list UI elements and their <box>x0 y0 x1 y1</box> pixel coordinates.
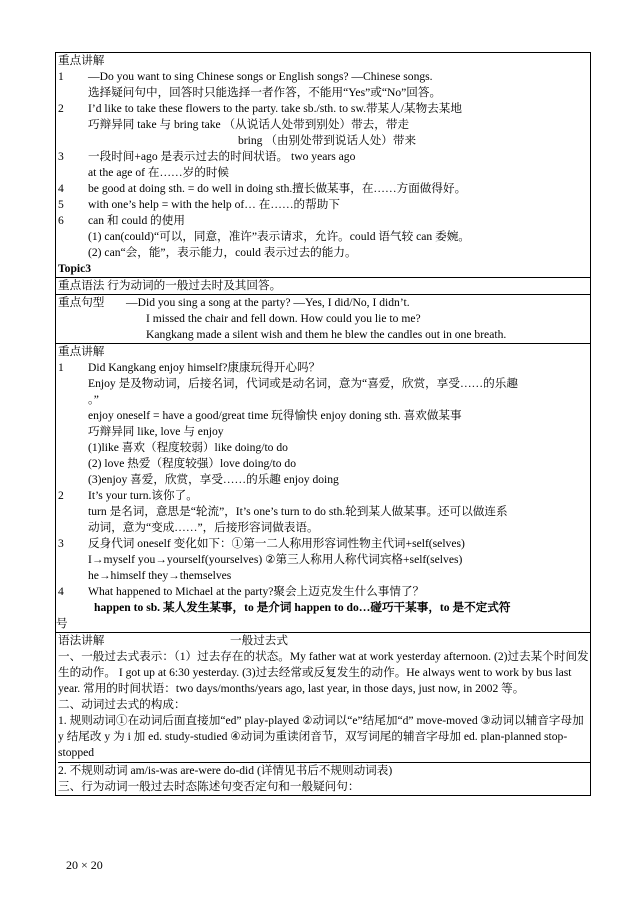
section1-block <box>56 53 591 278</box>
s1-item-3 <box>58 149 590 181</box>
section3-block <box>56 633 591 796</box>
item-line: with one’s help = with the help of… 在……的帮助下 <box>88 198 340 211</box>
item-line: 巧辩异同 take 与 bring take （从说话人处带到别处）带去，带走 <box>88 118 410 131</box>
item-line: It’s your turn.该你了。 <box>88 489 198 502</box>
section2-heading: 重点讲解 <box>58 345 105 358</box>
item-number: 2 <box>58 102 64 115</box>
item-line: 巧辩异同 like, love 与 enjoy <box>88 425 224 438</box>
item-line: 选择疑问句中，回答时只能选择一者作答，不能用“Yes”或“No”回答。 <box>88 86 442 99</box>
item-line: 反身代词 oneself 变化如下：①第一二人称用形容词性物主代词+self(selves) <box>88 537 465 550</box>
item-line: bring （由别处带到说话人处）带来 <box>238 134 417 147</box>
s1-item-5 <box>58 197 590 213</box>
item-number: 1 <box>58 70 64 83</box>
s1-item-2 <box>58 101 590 149</box>
item-number: 5 <box>58 198 64 211</box>
item-line: he→himself they→themselves <box>88 569 232 582</box>
item-line: Did Kangkang enjoy himself?康康玩得开心吗？ <box>88 361 321 374</box>
sentence-label: 重点句型 <box>58 296 105 309</box>
section3-para-1: 一、一般过去式表示：（1）过去存在的状态。My father wat at work yesterday afternoon. (2)过去某个时间发生的动作。 I got up at 6:30 yesterday. (3)过去经常或反复发生的动作。He always went to work by bus last year. 常用的时间状语：two days/months/years ago, last year, in those days, just now, in 2002 等。 <box>58 650 589 695</box>
item-number: 6 <box>58 214 64 227</box>
item-line: Enjoy 是及物动词，后接名词，代词或是动名词，意为“喜爱，欣赏，享受……的乐趣 <box>88 377 518 390</box>
item-line: I’d like to take these flowers to the party. take sb./sth. to sw.带某人/某物去某地 <box>88 102 462 115</box>
s1-item-1 <box>58 69 590 101</box>
section1-heading: 重点讲解 <box>58 54 105 67</box>
item-line: (2) can“会，能”，表示能力，could 表示过去的能力。 <box>88 246 357 259</box>
s2-item-3 <box>58 536 590 584</box>
item-line: —Do you want to sing Chinese songs or English songs? —Chinese songs. <box>88 70 433 83</box>
item-line: 一段时间+ago 是表示过去的时间状语。 two years ago <box>88 150 356 163</box>
s2-item-4-tail: 号 <box>56 617 68 630</box>
topic3-grammar: 重点语法 行为动词的一般过去时及其回答。 <box>58 279 282 292</box>
item-line: at the age of 在……岁的时候 <box>88 166 230 179</box>
sentence-line: I missed the chair and fell down. How could you lie to me? <box>146 312 421 325</box>
item-number: 1 <box>58 361 64 374</box>
item-number: 2 <box>58 489 64 502</box>
section3-para-3: 1. 规则动词①在动词后面直接加“ed” play-played ②动词以“e”结尾加“d” move-moved ③动词以辅音字母加 y 结尾改 y 为 i 加 ed. study-studied ④动词为重读闭音节，双写词尾的辅音字母加 ed. plan-planned stop-stopped <box>58 714 584 759</box>
section3-para-2: 二、动词过去式的构成： <box>58 698 186 711</box>
s1-item-4 <box>58 181 590 197</box>
section3-subtitle: 一般过去式 <box>230 634 288 647</box>
topic3-sentences <box>58 295 590 343</box>
item-line: What happened to Michael at the party?聚会上迈克发生什么事情了？ <box>88 585 425 598</box>
item-line: (2) love 热爱（程度较强）love doing/to do <box>88 457 297 470</box>
item-number: 4 <box>58 585 64 598</box>
section3-para-5: 三、行为动词一般过去时态陈述句变否定句和一般疑问句： <box>58 780 360 793</box>
document-page <box>55 52 591 796</box>
section3-para-4: 2. 不规则动词 am/is-was are-were do-did (详情见书后不规则动词表) <box>58 764 393 777</box>
s2-item-1 <box>58 360 590 488</box>
item-number: 3 <box>58 537 64 550</box>
s1-item-6 <box>58 213 590 261</box>
section3-header <box>58 633 590 649</box>
sentence-line: Kangkang made a silent wish and them he blew the candles out in one breath. <box>146 328 507 341</box>
item-line: 。” <box>88 393 99 406</box>
s2-item-4 <box>58 584 590 616</box>
content-table <box>55 52 591 796</box>
topic3-title: Topic3 <box>58 262 92 275</box>
item-line: 动词，意为“变成……”，后接形容词做表语。 <box>88 521 319 534</box>
item-line: enjoy oneself = have a good/great time 玩得愉快 enjoy doning sth. 喜欢做某事 <box>88 409 462 422</box>
item-number: 3 <box>58 150 64 163</box>
item-line: I→myself you→yourself(yourselves) ②第三人称用人称代词宾格+self(selves) <box>88 553 463 566</box>
topic3-sentences-row <box>56 295 591 344</box>
topic3-grammar-row <box>56 278 591 295</box>
item-line: turn 是名词，意思是“轮流”，It’s one’s turn to do sth.轮到某人做某事。还可以做连系 <box>88 505 508 518</box>
page-footer: 20 × 20 <box>66 858 103 872</box>
section2-block <box>56 344 591 633</box>
item-line: (1) can(could)“可以，同意，准许”表示请求，允许。could 语气较 can 委婉。 <box>88 230 470 243</box>
item-line: (3)enjoy 喜爱，欣赏，享受……的乐趣 enjoy doing <box>88 473 339 486</box>
item-line: (1)like 喜欢（程度较弱）like doing/to do <box>88 441 288 454</box>
item-line: can 和 could 的使用 <box>88 214 185 227</box>
section3-heading: 语法讲解 <box>58 634 105 647</box>
s2-item-2 <box>58 488 590 536</box>
sentence-line: —Did you sing a song at the party? —Yes, I did/No, I didn’t. <box>126 296 410 309</box>
item-line: be good at doing sth. = do well in doing sth.擅长做某事，在……方面做得好。 <box>88 182 467 195</box>
item-number: 4 <box>58 182 64 195</box>
item-line: happen to sb. 某人发生某事，to 是介词 happen to do…碰巧干某事，to 是不定式符 <box>94 601 511 614</box>
